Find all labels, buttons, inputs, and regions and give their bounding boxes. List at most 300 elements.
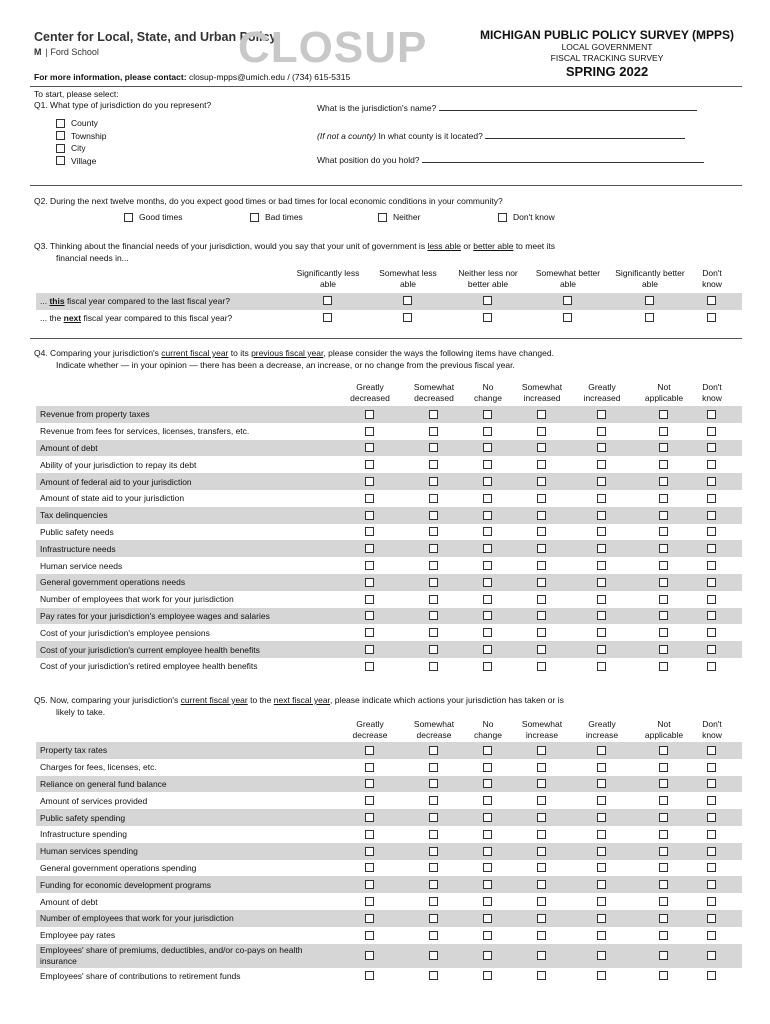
checkbox[interactable] (429, 897, 438, 906)
checkbox[interactable] (537, 830, 546, 839)
q4-row-label: Cost of your jurisdiction's employee pensions (40, 627, 210, 638)
checkbox[interactable] (429, 527, 438, 536)
checkbox[interactable] (659, 847, 668, 856)
checkbox[interactable] (429, 847, 438, 856)
checkbox[interactable] (707, 880, 716, 889)
checkbox[interactable] (365, 951, 374, 960)
checkbox[interactable] (597, 880, 606, 889)
checkbox[interactable] (365, 443, 374, 452)
q1-option-county[interactable]: County (56, 118, 98, 128)
checkbox[interactable] (483, 662, 492, 671)
checkbox[interactable] (483, 914, 492, 923)
checkbox[interactable] (707, 830, 716, 839)
q4-question: Q4. Comparing your jurisdiction's current fiscal year to its previous fiscal year, please consider the ways the following items have changed. Indicate whether — in your opinion — there has been a decrease, an increase, or no change from the previous fiscal year. (34, 348, 554, 370)
checkbox[interactable] (659, 628, 668, 637)
q5-row-label: Human services spending (40, 846, 138, 857)
checkbox[interactable] (429, 427, 438, 436)
checkbox[interactable] (483, 847, 492, 856)
checkbox[interactable] (659, 796, 668, 805)
checkbox[interactable] (365, 578, 374, 587)
q3-column-header: Somewhat less able (379, 268, 437, 289)
checkbox[interactable] (537, 443, 546, 452)
checkbox[interactable] (483, 443, 492, 452)
checkbox[interactable] (365, 914, 374, 923)
q3-column-header: Neither less nor better able (458, 268, 518, 289)
q4-row (36, 608, 742, 625)
checkbox[interactable] (597, 813, 606, 822)
q2-option-2[interactable]: Neither (378, 212, 420, 222)
checkbox[interactable] (659, 494, 668, 503)
checkbox[interactable] (659, 830, 668, 839)
q5-row (36, 968, 742, 985)
checkbox[interactable] (659, 427, 668, 436)
checkbox[interactable] (707, 847, 716, 856)
checkbox[interactable] (597, 863, 606, 872)
checkbox[interactable] (403, 313, 412, 322)
q2-option-0[interactable]: Good times (124, 212, 182, 222)
checkbox[interactable] (537, 477, 546, 486)
q5-row-label: Amount of services provided (40, 795, 148, 806)
survey-title: MICHIGAN PUBLIC POLICY SURVEY (MPPS) (479, 28, 735, 42)
checkbox[interactable] (707, 561, 716, 570)
checkbox[interactable] (483, 931, 492, 940)
q2-question: Q2. During the next twelve months, do you expect good times or bad times for local economic conditions in your community? (34, 196, 503, 206)
checkbox[interactable] (597, 544, 606, 553)
checkbox[interactable] (707, 914, 716, 923)
checkbox[interactable] (429, 477, 438, 486)
checkbox[interactable] (707, 410, 716, 419)
checkbox[interactable] (429, 561, 438, 570)
checkbox[interactable] (707, 544, 716, 553)
school-name: M | Ford School (34, 47, 99, 57)
checkbox[interactable] (429, 443, 438, 452)
q1-question: Q1. What type of jurisdiction do you represent? (34, 100, 212, 110)
checkbox[interactable] (429, 813, 438, 822)
checkbox[interactable] (365, 880, 374, 889)
checkbox[interactable] (537, 410, 546, 419)
q5-row-label: Public safety spending (40, 812, 126, 823)
checkbox[interactable] (365, 628, 374, 637)
checkbox[interactable] (378, 213, 387, 222)
q2-option-3[interactable]: Don't know (498, 212, 555, 222)
checkbox[interactable] (429, 645, 438, 654)
checkbox[interactable] (659, 527, 668, 536)
q5-column-header: Somewhat increase (521, 719, 563, 740)
checkbox[interactable] (707, 779, 716, 788)
checkbox[interactable] (429, 611, 438, 620)
checkbox[interactable] (597, 628, 606, 637)
checkbox[interactable] (659, 951, 668, 960)
checkbox[interactable] (563, 313, 572, 322)
checkbox[interactable] (365, 779, 374, 788)
q4-column-header: Don't know (702, 382, 722, 403)
checkbox[interactable] (429, 662, 438, 671)
checkbox[interactable] (483, 746, 492, 755)
checkbox[interactable] (429, 931, 438, 940)
checkbox[interactable] (537, 763, 546, 772)
checkbox[interactable] (659, 880, 668, 889)
checkbox[interactable] (597, 460, 606, 469)
checkbox[interactable] (365, 763, 374, 772)
q1-option-village[interactable]: Village (56, 156, 96, 166)
checkbox[interactable] (597, 971, 606, 980)
checkbox[interactable] (659, 645, 668, 654)
checkbox[interactable] (365, 511, 374, 520)
q5-row (36, 860, 742, 877)
q5-row (36, 944, 742, 968)
q4-row (36, 658, 742, 675)
checkbox[interactable] (537, 611, 546, 620)
checkbox[interactable] (365, 410, 374, 419)
checkbox[interactable] (597, 511, 606, 520)
checkbox[interactable] (659, 763, 668, 772)
checkbox[interactable] (537, 779, 546, 788)
checkbox[interactable] (429, 628, 438, 637)
checkbox[interactable] (597, 914, 606, 923)
county-name-field[interactable] (485, 138, 685, 139)
checkbox[interactable] (659, 662, 668, 671)
checkbox[interactable] (659, 511, 668, 520)
checkbox[interactable] (707, 813, 716, 822)
checkbox[interactable] (659, 477, 668, 486)
checkbox[interactable] (365, 813, 374, 822)
checkbox[interactable] (403, 296, 412, 305)
checkbox[interactable] (707, 662, 716, 671)
checkbox[interactable] (537, 662, 546, 671)
checkbox[interactable] (707, 628, 716, 637)
checkbox[interactable] (707, 971, 716, 980)
checkbox[interactable] (659, 813, 668, 822)
q1-name-question: What is the jurisdiction's name? (317, 103, 697, 115)
checkbox[interactable] (707, 494, 716, 503)
checkbox[interactable] (707, 443, 716, 452)
checkbox[interactable] (429, 880, 438, 889)
q4-row-label: Cost of your jurisdiction's current employee health benefits (40, 644, 260, 655)
checkbox[interactable] (659, 460, 668, 469)
survey-title-block (472, 28, 742, 79)
checkbox[interactable] (659, 779, 668, 788)
checkbox[interactable] (483, 561, 492, 570)
q5-row-label: Infrastructure spending (40, 829, 127, 840)
checkbox[interactable] (537, 578, 546, 587)
q5-column-header: Greatly decrease (352, 719, 388, 740)
checkbox[interactable] (365, 544, 374, 553)
q3-column-header: Significantly better able (615, 268, 685, 289)
checkbox[interactable] (365, 897, 374, 906)
checkbox[interactable] (563, 296, 572, 305)
checkbox[interactable] (56, 119, 65, 128)
checkbox[interactable] (597, 443, 606, 452)
header (30, 23, 742, 83)
checkbox[interactable] (707, 527, 716, 536)
checkbox[interactable] (365, 847, 374, 856)
checkbox[interactable] (429, 746, 438, 755)
checkbox[interactable] (365, 460, 374, 469)
checkbox[interactable] (537, 511, 546, 520)
checkbox[interactable] (597, 578, 606, 587)
checkbox[interactable] (537, 494, 546, 503)
checkbox[interactable] (597, 951, 606, 960)
checkbox[interactable] (707, 611, 716, 620)
q5-column-header: Somewhat decrease (413, 719, 455, 740)
checkbox[interactable] (659, 561, 668, 570)
checkbox[interactable] (483, 813, 492, 822)
checkbox[interactable] (659, 544, 668, 553)
q4-column-header: Somewhat increased (521, 382, 563, 403)
checkbox[interactable] (597, 645, 606, 654)
checkbox[interactable] (365, 863, 374, 872)
checkbox[interactable] (537, 628, 546, 637)
checkbox[interactable] (597, 931, 606, 940)
closup-logo: CLOSUP (238, 23, 428, 72)
q3-question: Q3. Thinking about the financial needs of your jurisdiction, would you say that your unit of government is less able or better able to meet its financial needs in... (34, 241, 556, 263)
checkbox[interactable] (483, 427, 492, 436)
checkbox[interactable] (429, 544, 438, 553)
q5-row-label: General government operations spending (40, 862, 197, 873)
checkbox[interactable] (365, 796, 374, 805)
checkbox[interactable] (707, 931, 716, 940)
checkbox[interactable] (597, 847, 606, 856)
checkbox[interactable] (659, 914, 668, 923)
checkbox[interactable] (429, 578, 438, 587)
checkbox[interactable] (659, 931, 668, 940)
checkbox[interactable] (537, 880, 546, 889)
checkbox[interactable] (429, 763, 438, 772)
checkbox[interactable] (365, 931, 374, 940)
checkbox[interactable] (659, 863, 668, 872)
checkbox[interactable] (707, 897, 716, 906)
checkbox[interactable] (483, 779, 492, 788)
checkbox[interactable] (56, 131, 65, 140)
checkbox[interactable] (483, 863, 492, 872)
checkbox[interactable] (707, 477, 716, 486)
checkbox[interactable] (707, 746, 716, 755)
checkbox[interactable] (659, 595, 668, 604)
checkbox[interactable] (537, 914, 546, 923)
q4-row (36, 524, 742, 541)
checkbox[interactable] (597, 595, 606, 604)
q4-row-label: Amount of state aid to your jurisdiction (40, 493, 185, 504)
checkbox[interactable] (365, 494, 374, 503)
survey-subtitle-2: FISCAL TRACKING SURVEY (550, 53, 664, 63)
checkbox[interactable] (365, 595, 374, 604)
checkbox[interactable] (597, 410, 606, 419)
q4-row-label: Number of employees that work for your jurisdiction (40, 594, 234, 605)
q3-row (36, 310, 742, 327)
checkbox[interactable] (597, 796, 606, 805)
checkbox[interactable] (537, 847, 546, 856)
q5-row (36, 893, 742, 910)
q5-row-label: Employees' share of contributions to retirement funds (40, 970, 241, 981)
checkbox[interactable] (597, 746, 606, 755)
checkbox[interactable] (707, 296, 716, 305)
checkbox[interactable] (537, 427, 546, 436)
checkbox[interactable] (483, 880, 492, 889)
checkbox[interactable] (659, 746, 668, 755)
checkbox[interactable] (659, 897, 668, 906)
checkbox[interactable] (707, 951, 716, 960)
checkbox[interactable] (483, 830, 492, 839)
checkbox[interactable] (429, 796, 438, 805)
checkbox[interactable] (429, 511, 438, 520)
q5-row-label: Amount of debt (40, 896, 98, 907)
checkbox[interactable] (483, 971, 492, 980)
checkbox[interactable] (483, 296, 492, 305)
checkbox[interactable] (429, 494, 438, 503)
checkbox[interactable] (707, 796, 716, 805)
checkbox[interactable] (365, 830, 374, 839)
checkbox[interactable] (483, 527, 492, 536)
checkbox[interactable] (537, 897, 546, 906)
checkbox[interactable] (597, 477, 606, 486)
q4-column-header: Greatly decreased (350, 382, 390, 403)
checkbox[interactable] (537, 527, 546, 536)
q4-row-label: Amount of debt (40, 442, 98, 453)
checkbox[interactable] (707, 313, 716, 322)
checkbox[interactable] (707, 645, 716, 654)
checkbox[interactable] (597, 779, 606, 788)
checkbox[interactable] (365, 527, 374, 536)
checkbox[interactable] (483, 611, 492, 620)
q4-row (36, 591, 742, 608)
checkbox[interactable] (429, 779, 438, 788)
q2-option-1[interactable]: Bad times (250, 212, 303, 222)
checkbox[interactable] (659, 971, 668, 980)
q4-row-label: Human service needs (40, 560, 123, 571)
checkbox[interactable] (56, 144, 65, 153)
checkbox[interactable] (537, 813, 546, 822)
checkbox[interactable] (597, 561, 606, 570)
checkbox[interactable] (483, 763, 492, 772)
q4-row (36, 456, 742, 473)
checkbox[interactable] (537, 746, 546, 755)
checkbox[interactable] (537, 931, 546, 940)
checkbox[interactable] (483, 511, 492, 520)
checkbox[interactable] (597, 527, 606, 536)
checkbox[interactable] (483, 477, 492, 486)
checkbox[interactable] (365, 477, 374, 486)
checkbox[interactable] (323, 313, 332, 322)
checkbox[interactable] (645, 313, 654, 322)
q5-row (36, 759, 742, 776)
checkbox[interactable] (483, 544, 492, 553)
checkbox[interactable] (483, 460, 492, 469)
q4-row (36, 557, 742, 574)
checkbox[interactable] (483, 628, 492, 637)
checkbox[interactable] (483, 494, 492, 503)
checkbox[interactable] (483, 313, 492, 322)
checkbox[interactable] (365, 645, 374, 654)
q1-option-city[interactable]: City (56, 143, 86, 153)
q5-row (36, 792, 742, 809)
checkbox[interactable] (323, 296, 332, 305)
q5-row (36, 809, 742, 826)
checkbox[interactable] (483, 897, 492, 906)
checkbox[interactable] (537, 561, 546, 570)
q4-row (36, 641, 742, 658)
checkbox[interactable] (483, 578, 492, 587)
checkbox[interactable] (365, 746, 374, 755)
checkbox[interactable] (659, 611, 668, 620)
checkbox[interactable] (707, 578, 716, 587)
q3-row (36, 293, 742, 310)
checkbox[interactable] (537, 595, 546, 604)
q4-row (36, 406, 742, 423)
checkbox[interactable] (659, 578, 668, 587)
checkbox[interactable] (597, 830, 606, 839)
checkbox[interactable] (365, 662, 374, 671)
checkbox[interactable] (537, 971, 546, 980)
checkbox[interactable] (429, 863, 438, 872)
checkbox[interactable] (707, 460, 716, 469)
checkbox[interactable] (597, 763, 606, 772)
checkbox[interactable] (537, 544, 546, 553)
q1-county-question: (If not a county) In what county is it located? (317, 131, 685, 143)
checkbox[interactable] (537, 645, 546, 654)
checkbox[interactable] (483, 951, 492, 960)
checkbox[interactable] (597, 427, 606, 436)
checkbox[interactable] (483, 595, 492, 604)
checkbox[interactable] (498, 213, 507, 222)
checkbox[interactable] (483, 410, 492, 419)
q5-column-header: No change (474, 719, 502, 740)
checkbox[interactable] (597, 662, 606, 671)
checkbox[interactable] (707, 595, 716, 604)
checkbox[interactable] (56, 156, 65, 165)
q4-row-label: Infrastructure needs (40, 543, 116, 554)
survey-subtitle-1: LOCAL GOVERNMENT (561, 42, 653, 52)
checkbox[interactable] (429, 830, 438, 839)
checkbox[interactable] (483, 796, 492, 805)
checkbox[interactable] (365, 971, 374, 980)
checkbox[interactable] (597, 494, 606, 503)
checkbox[interactable] (659, 443, 668, 452)
checkbox[interactable] (365, 561, 374, 570)
checkbox[interactable] (429, 971, 438, 980)
checkbox[interactable] (597, 897, 606, 906)
checkbox[interactable] (429, 951, 438, 960)
checkbox[interactable] (659, 410, 668, 419)
checkbox[interactable] (537, 863, 546, 872)
checkbox[interactable] (365, 427, 374, 436)
checkbox[interactable] (365, 611, 374, 620)
checkbox[interactable] (707, 763, 716, 772)
checkbox[interactable] (537, 460, 546, 469)
checkbox[interactable] (250, 213, 259, 222)
checkbox[interactable] (707, 863, 716, 872)
checkbox[interactable] (537, 951, 546, 960)
checkbox[interactable] (707, 511, 716, 520)
checkbox[interactable] (124, 213, 133, 222)
q4-row (36, 507, 742, 524)
checkbox[interactable] (483, 645, 492, 654)
checkbox[interactable] (429, 460, 438, 469)
checkbox[interactable] (597, 611, 606, 620)
checkbox[interactable] (429, 595, 438, 604)
checkbox[interactable] (429, 914, 438, 923)
q4-row (36, 540, 742, 557)
q1-position-question: What position do you hold? (317, 155, 704, 167)
checkbox[interactable] (429, 410, 438, 419)
checkbox[interactable] (537, 796, 546, 805)
checkbox[interactable] (707, 427, 716, 436)
q5-row-label: Charges for fees, licenses, etc. (40, 762, 157, 773)
michigan-logo-icon: M (34, 47, 42, 57)
position-field[interactable] (422, 162, 704, 163)
q1-option-township[interactable]: Township (56, 131, 106, 141)
jurisdiction-name-field[interactable] (439, 110, 697, 111)
checkbox[interactable] (645, 296, 654, 305)
